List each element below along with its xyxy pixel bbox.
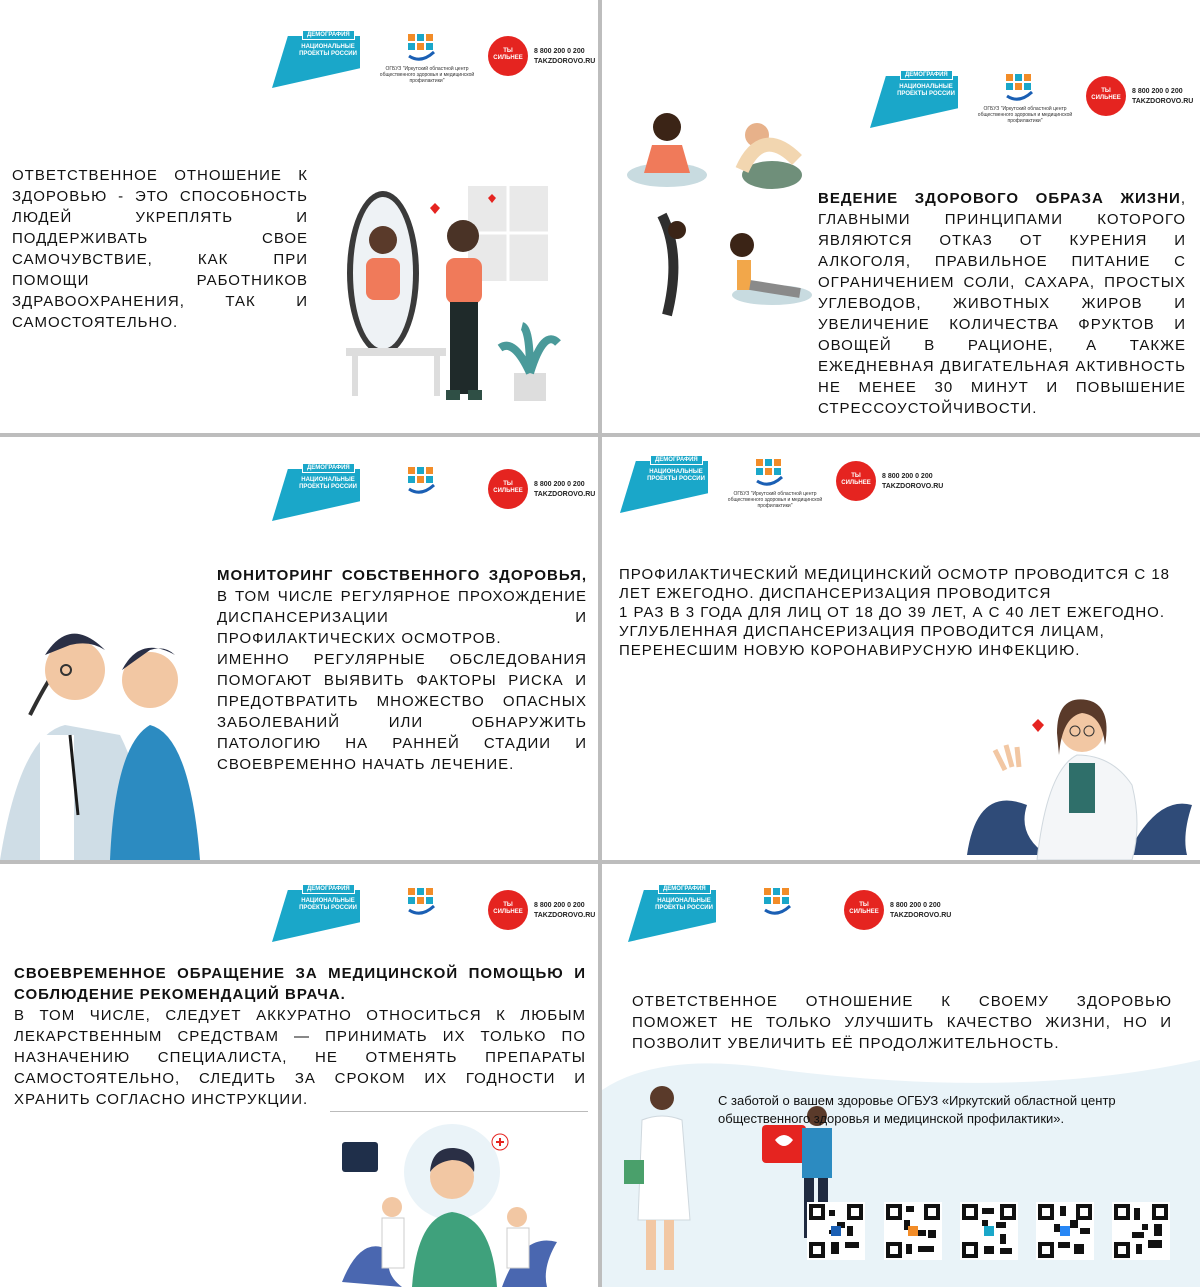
org-logo: ОГБУЗ "Иркутский областной центр общественного здоровья и медицинской профилактики" <box>720 455 830 517</box>
org-emblem-icon <box>406 32 436 64</box>
female-doctor-illustration <box>957 685 1197 860</box>
org-emblem-icon <box>406 886 436 918</box>
slide-healthy-lifestyle <box>602 0 1200 433</box>
slide-health-monitoring <box>0 437 598 860</box>
logo-bar <box>272 884 598 946</box>
org-logo <box>728 884 838 946</box>
national-projects-logo: ДЕМОГРАФИЯ НАЦИОНАЛЬНЫЕ ПРОЕКТЫ РОССИИ <box>628 884 720 946</box>
logo-bar <box>272 463 598 525</box>
slide1-text: ОТВЕТСТВЕННОЕ ОТНОШЕНИЕ К ЗДОРОВЬЮ - ЭТО СПОСОБНОСТЬ ЛЮДЕЙ УКРЕПЛЯТЬ И ПОДДЕРЖИВАТЬ СВОЕ САМОЧУВСТВИЕ, КАК ПРИ ПОМОЩИ РАБОТНИКОВ ЗДРАВООХРАНЕНИЯ, ТАК И САМОСТОЯТЕЛЬНО. <box>12 167 308 331</box>
tyk-silnee-logo: ТЫ СИЛЬНЕЕ 8 800 200 0 200 TAKZDOROVO.RU <box>844 890 954 930</box>
tyk-silnee-logo: ТЫ СИЛЬНЕЕ 8 800 200 0 200 TAKZDOROVO.RU <box>836 461 946 501</box>
logo-bar <box>870 70 1200 132</box>
qr-code-2-icon[interactable] <box>884 1202 942 1260</box>
tyk-silnee-logo: ТЫ СИЛЬНЕЕ 8 800 200 0 200 TAKZDOROVO.RU <box>488 36 598 76</box>
yoga-illustration <box>622 105 812 325</box>
org-emblem-icon <box>1004 72 1034 104</box>
slide-responsible-health <box>0 0 598 433</box>
qr-code-5-icon[interactable] <box>1112 1202 1170 1260</box>
org-logo: ОГБУЗ "Иркутский областной центр общественного здоровья и медицинской профилактики" <box>372 30 482 92</box>
national-projects-logo: ДЕМОГРАФИЯ НАЦИОНАЛЬНЫЕ ПРОЕКТЫ РОССИИ <box>620 455 712 517</box>
patient-doctors-illustration <box>332 1122 562 1287</box>
slide3-text: МОНИТОРИНГ СОБСТВЕННОГО ЗДОРОВЬЯ, В ТОМ ЧИСЛЕ РЕГУЛЯРНОЕ ПРОХОЖДЕНИЕ ДИСПАНСЕРИЗАЦИИ И ПРОФИЛАКТИЧЕСКИХ ОСМОТРОВ. ИМЕННО РЕГУЛЯРНЫЕ ОБСЛЕДОВАНИЯ ПОМОГАЮТ ВЫЯВИТЬ ФАКТОРЫ РИСКА И ПРЕДОТВРАТИТЬ МНОЖЕСТВО ОПАСНЫХ ЗАБОЛЕВАНИЙ ИЛИ ОБНАРУЖИТЬ ПАТОЛОГИЮ НА РАННЕЙ СТАДИИ И СВОЕВРЕМЕННО НАЧАТЬ ЛЕЧЕНИЕ. <box>217 567 587 773</box>
national-projects-logo: ДЕМОГРАФИЯ НАЦИОНАЛЬНЫЕ ПРОЕКТЫ РОССИИ <box>272 30 364 92</box>
mirror-woman-illustration <box>318 178 578 413</box>
tyk-silnee-logo: ТЫ СИЛЬНЕЕ 8 800 200 0 200 TAKZDOROVO.RU <box>488 890 598 930</box>
qr-code-1-icon[interactable] <box>807 1202 865 1260</box>
org-emblem-icon <box>406 465 436 497</box>
slide5-text: СВОЕВРЕМЕННОЕ ОБРАЩЕНИЕ ЗА МЕДИЦИНСКОЙ ПОМОЩЬЮ И СОБЛЮДЕНИЕ РЕКОМЕНДАЦИЙ ВРАЧА. В ТОМ ЧИСЛЕ, СЛЕДУЕТ АККУРАТНО ОТНОСИТЬСЯ К ЛЮБЫМ ЛЕКАРСТВЕННЫМ СРЕДСТВАМ — ПРИНИМАТЬ ИХ ТОЛЬКО ПО НАЗНАЧЕНИЮ СПЕЦИАЛИСТА, НЕ ОТМЕНЯТЬ ПРЕПАРАТЫ САМОСТОЯТЕЛЬНО, СЛЕДИТЬ ЗА СРОКОМ ИХ ГОДНОСТИ И ХРАНИТЬ СОГЛАСНО ИНСТРУКЦИИ. <box>14 965 586 1108</box>
org-logo <box>372 463 482 525</box>
logo-bar <box>272 30 598 92</box>
doctor-patient-illustration <box>0 615 210 860</box>
slide-medical-checkup <box>602 437 1200 860</box>
slide4-text: ПРОФИЛАКТИЧЕСКИЙ МЕДИЦИНСКИЙ ОСМОТР ПРОВОДИТСЯ С 18 ЛЕТ ЕЖЕГОДНО. ДИСПАНСЕРИЗАЦИЯ ПРОВОДИТСЯ 1 РАЗ В 3 ГОДА ДЛЯ ЛИЦ ОТ 18 ДО 39 ЛЕТ, А С 40 ЛЕТ ЕЖЕГОДНО. УГЛУБЛЕННАЯ ДИСПАНСЕРИЗАЦИЯ ПРОВОДИТСЯ ЛИЦАМ, ПЕРЕНЕСШИМ НОВУЮ КОРОНАВИРУСНУЮ ИНФЕКЦИЮ. <box>619 566 1171 659</box>
slide6-text: ОТВЕТСТВЕННОЕ ОТНОШЕНИЕ К СВОЕМУ ЗДОРОВЬЮ ПОМОЖЕТ НЕ ТОЛЬКО УЛУЧШИТЬ КАЧЕСТВО ЖИЗНИ, НО И ПОЗВОЛИТ УВЕЛИЧИТЬ ЕЁ ПРОДОЛЖИТЕЛЬНОСТЬ. <box>632 993 1172 1052</box>
org-emblem-icon <box>762 886 792 918</box>
org-emblem-icon <box>754 457 784 489</box>
national-projects-logo: ДЕМОГРАФИЯ НАЦИОНАЛЬНЫЕ ПРОЕКТЫ РОССИИ <box>272 884 364 946</box>
slide-medical-help <box>0 864 598 1287</box>
org-logo <box>372 884 482 946</box>
slide-conclusion <box>602 864 1200 1287</box>
divider <box>330 1111 588 1112</box>
qr-code-4-icon[interactable] <box>1036 1202 1094 1260</box>
national-projects-logo: ДЕМОГРАФИЯ НАЦИОНАЛЬНЫЕ ПРОЕКТЫ РОССИИ <box>272 463 364 525</box>
logo-bar <box>620 455 950 517</box>
tyk-silnee-logo: ТЫ СИЛЬНЕЕ 8 800 200 0 200 TAKZDOROVO.RU <box>1086 76 1196 116</box>
tyk-silnee-logo: ТЫ СИЛЬНЕЕ 8 800 200 0 200 TAKZDOROVO.RU <box>488 469 598 509</box>
national-projects-logo: ДЕМОГРАФИЯ НАЦИОНАЛЬНЫЕ ПРОЕКТЫ РОССИИ <box>870 70 962 132</box>
org-logo: ОГБУЗ "Иркутский областной центр общественного здоровья и медицинской профилактики" <box>970 70 1080 132</box>
logo-bar <box>628 884 958 946</box>
footer-text: С заботой о вашем здоровье ОГБУЗ «Иркутский областной центр общественного здоровья и медицинской профилактики». <box>718 1093 1116 1126</box>
slide2-text: ВЕДЕНИЕ ЗДОРОВОГО ОБРАЗА ЖИЗНИ, ГЛАВНЫМИ ПРИНЦИПАМИ КОТОРОГО ЯВЛЯЮТСЯ ОТКАЗ ОТ КУРЕНИЯ И АЛКОГОЛЯ, ПРАВИЛЬНОЕ ПИТАНИЕ С ОГРАНИЧЕНИЕМ СОЛИ, САХАРА, ПРОСТЫХ УГЛЕВОДОВ, ЖИВОТНЫХ ЖИРОВ И УВЕЛИЧЕНИЕ КОЛИЧЕСТВА ФРУКТОВ И ОВОЩЕЙ В РАЦИОНЕ, А ТАКЖЕ ЕЖЕДНЕВНАЯ ДВИГАТЕЛЬНАЯ АКТИВНОСТЬ НЕ МЕНЕЕ 30 МИНУТ И ПОВЫШЕНИЕ СТРЕССОУСТОЙЧИВОСТИ. <box>818 190 1186 417</box>
qr-code-3-icon[interactable] <box>960 1202 1018 1260</box>
